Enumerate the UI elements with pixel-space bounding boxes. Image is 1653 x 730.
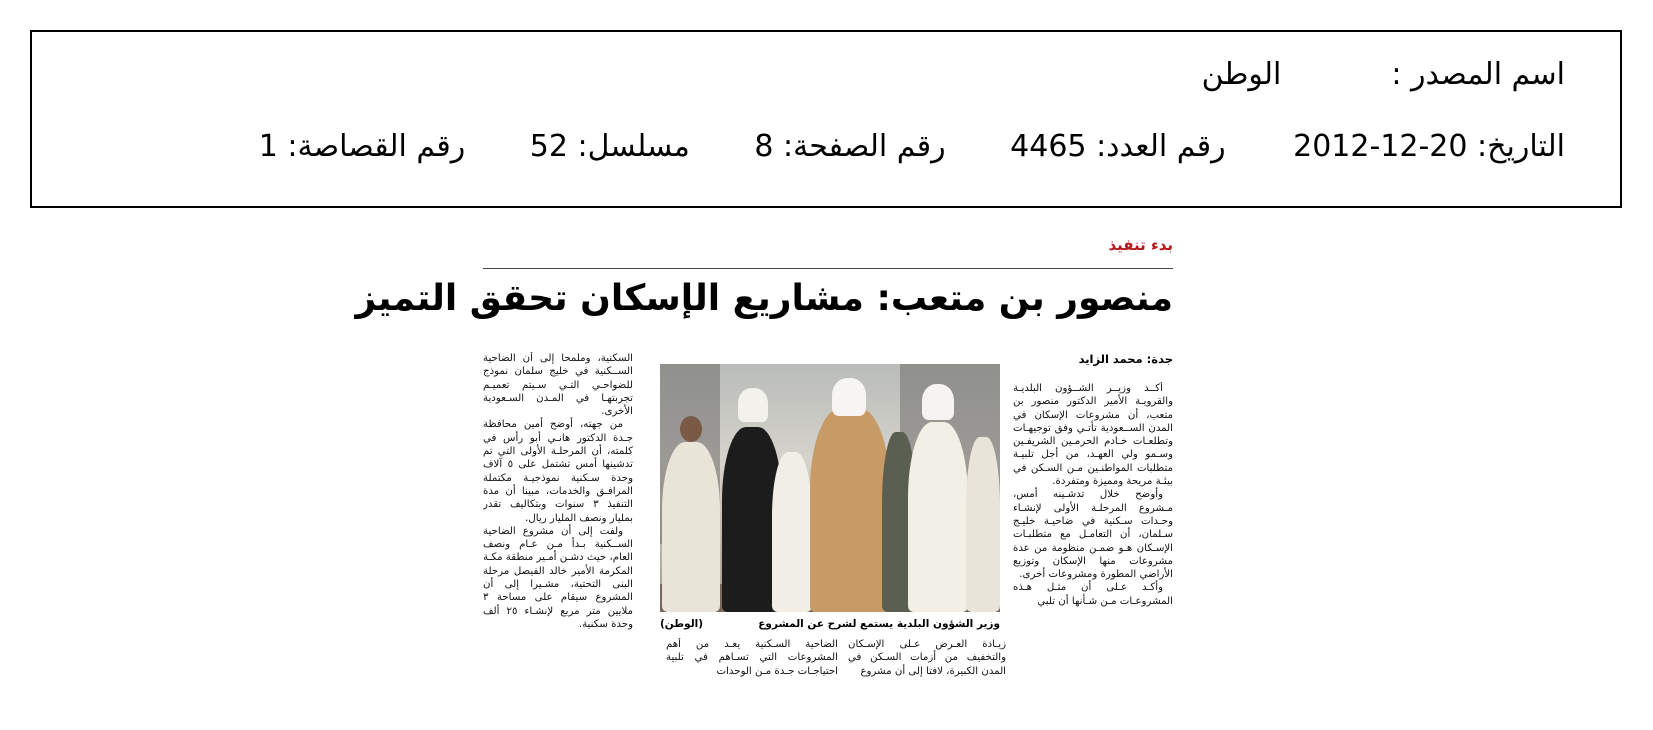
issue-label: رقم العدد: [1096,129,1226,164]
source-label: اسم المصدر : [1391,57,1565,92]
paragraph: من جهته، أوضح أمين محافظة جـدة الدكتور هانـي أبو رأس في كلمته، أن المرحلـة الأولى التي تم تدشينها أمس تشتمل على ٥ آلاف وحدة سـكنية نموذجيـة مكتملة المرافـق والخدمات، مبينا أن مدة التنفيذ ٣ سنوات وبتكاليف تقدر بمليار ونصف المليار ريال. [483,419,633,524]
page-value: 8 [754,129,774,164]
paragraph: وأوضح خلال تدشـينه أمس، مـشروع المرحلـة الأولى لإنشـاء وحـدات سـكنية في ضاحيـة خليـج سـلمان، أن التعامـل مع متطلبـات الإسـكان هـو ضمـن منظومة من عدة مشروعات منها الإسكان وتوزيع الأراضي المطورة ومشروعات أخرى. [1013,489,1173,581]
issue-value: 4465 [1010,129,1087,164]
date-label: التاريخ: [1477,129,1565,164]
kicker-rule [483,268,1173,269]
newspaper-clipping [355,236,1173,696]
page-label: رقم الصفحة: [783,129,946,164]
photo-credit: (الوطن) [660,618,704,630]
source-info-box [30,30,1622,208]
source-line [1202,57,1565,92]
clip-label: رقم القصاصة: [287,129,466,164]
article-column-right [1013,382,1173,692]
details-line [259,129,1565,164]
date-value: 2012-12-20 [1293,129,1468,164]
photo-caption [660,618,1000,630]
paragraph: زيـادة العـرض عـلى الإسـكان والتخفيف من أزمات السـكن في المدن الكبيرة، لافتا إلى أن مشروع [848,639,1006,677]
serial-value: 52 [529,129,568,164]
caption-text: وزير الشؤون البلدية يستمع لشرح عن المشروع [758,618,1000,630]
paragraph: أكــد وزيــر الشــؤون البلديـة والقرويـة الأمير الدكتور منصور بن متعب، أن مشروعات الإسكان في المدن الســعودية تأتـي وفق توجيهـات وتطلعـات خـادم الحرمـين الشريفـين وسـمو ولي العهـد، من أجل تلبيـة متطلبات المواطنـين مـن السـكن في بيئـة مريحة ومميزة ومتفردة. [1013,383,1173,488]
article-column-left [483,352,633,692]
article-headline: منصور بن متعب: مشاريع الإسكان تحقق التميز [355,278,1173,319]
source-value: الوطن [1201,57,1282,92]
article-byline: جدة: محمد الزايد [1078,352,1173,366]
article-column-bottom-a [848,638,1006,694]
article-column-bottom-b [666,638,838,694]
paragraph: وأكـد عـلى أن مثـل هـذه المشروعـات مـن شـأنها أن تلبي [1013,582,1173,607]
article-photo [660,364,1000,612]
paragraph: السكنية، وملمحا إلى أن الضاحية الســكنية في خليج سلمان نموذج للضواحـي التـي سـيتم تعميـم تجربتهـا في المـدن السـعودية الأخرى. [483,353,633,418]
article-kicker: بدء تنفيذ [1108,236,1173,254]
serial-label: مسلسل: [577,129,690,164]
clip-value: 1 [258,129,278,164]
paragraph: ولفت إلى أن مشروع الضاحية الســكنية بـدأ مـن عـام ونصف العام، حيث دشـن أمـير منطقة مكـة المكرمة الأمير خالد الفيصل مرحلة البنى التحتية، مشـيرا إلى أن المشروع سيقام على مساحة ٣ ملايين متر مربع لإنشـاء ٢٥ ألف وحدة سكنية. [483,525,633,630]
paragraph: الضاحية السـكنية يعـد من أهم المشروعات التي تسـاهم في تلبية احتياجـات جـدة مـن الوحدات [666,639,838,677]
